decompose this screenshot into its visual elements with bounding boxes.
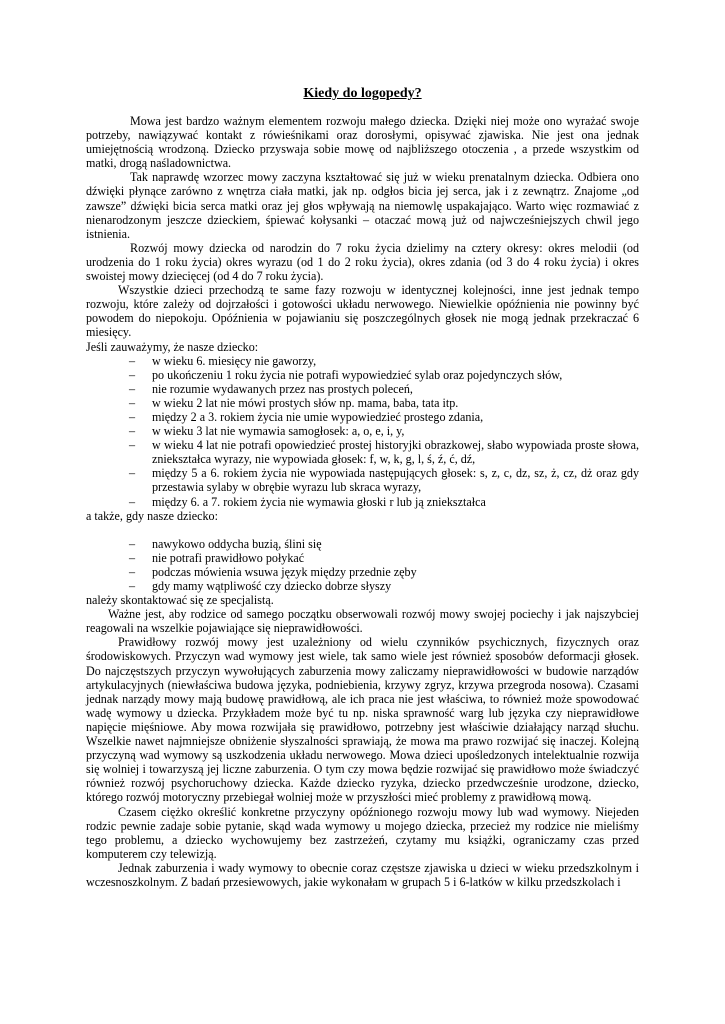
list-item: – w wieku 6. miesięcy nie gaworzy, [129, 353, 317, 368]
paragraph-hard-to-determine: Czasem ciężko określić konkretne przyczyny opóźnionego rozwoju mowy lub wad wymowy. Niejeden rodzic pewnie zadaje sobie pytanie, skąd wada wymowy u mojego dziecka, przecież my rodzice nie mieliśmy tego problemu, a dziecko wychowujemy bez zastrzeżeń, czytamy mu książki, ograniczamy czas przed komputerem czy telewizją. [86, 804, 639, 861]
paragraph-stages: Rozwój mowy dziecka od narodzin do 7 roku życia dzielimy na cztery okresy: okres melodii (od urodzenia do 1 roku życia) okres wyrazu (od 1 do 2 roku życia), okres zdania (od 3 do 4 roku życia) i okres swoistej mowy dziecięcej (od 4 do 7 roku życia). [86, 240, 639, 284]
list-item: – w wieku 3 lat nie wymawia samogłosek: a, o, e, i, y, [129, 424, 405, 439]
paragraph-causes: Prawidłowy rozwój mowy jest uzależniony od wielu czynników psychicznych, fizycznych oraz środowiskowych. Przyczyn wad wymowy jest wiele, tak samo wiele jest również sposobów deformacji głosek. Do najczęstszych przyczyn wywołujących zaburzenia mowy zaliczamy nieprawidłowości w budowie narządów artykulacyjnych (niewłaściwa budowa języka, podniebienia, krzywy zgryz, krzywa przegroda nosowa). Czasami jednak narządy mowy mają budowę prawidłową, ale ich praca nie jest właściwa, to również może spowodować wadę wymowy u dziecka. Przykładem może być tu np. niska sprawność warg lub języka czy nieprawidłowe napięcie mięśniowe. Aby mowa rozwijała się prawidłowo, potrzebny jest właściwie działający narząd słuchu. Wszelkie nawet najmniejsze obniżenie słyszalności sprawiają, że mowa ma prawo rozwijać się inaczej. Kolejną przyczyną wad wymowy są uszkodzenia układu nerwowego. Mowa dzieci upośledzonych intelektualnie rozwija się wolniej i towarzyszą jej liczne zaburzenia. O tym czy mowa będzie rozwijać się prawidłowo może świadczyć również rozwój psychoruchowy dziecka. Każde dziecko ryzyka, dziecko przedwcześnie urodzone, dziecko, którego rozwój motoryczny przebiegał wolniej może w przyszłości mieć problemy z prawidłową mową. [86, 635, 639, 805]
list-item: – między 2 a 3. rokiem życia nie umie wypowiedzieć prostego zdania, [129, 409, 484, 424]
list-item: – gdy mamy wątpliwość czy dziecko dobrze słyszy [129, 579, 392, 593]
paragraph-screening: Jednak zaburzenia i wady wymowy to obecnie coraz częstsze zjawiska u dzieci w wieku przedszkolnym i wczesnoszkolnym. Z badań przesiewowych, jakie wykonałam w grupach 5 i 6-latków w kilku przedszkolach i [86, 860, 639, 889]
additional-signs-list [86, 537, 639, 593]
list-item: – podczas mówienia wsuwa język między przednie zęby [129, 564, 417, 579]
list-item: – między 6. a 7. rokiem życia nie wymawia głoski r lub ją zniekształca [129, 494, 486, 509]
paragraph-prenatal: Tak naprawdę wzorzec mowy zaczyna kształtować się już w wieku prenatalnym dziecka. Odbiera ono dźwięki płynące zarówno z wnętrza ciała matki, jak np. odgłos bicia jej serca, jak i z zewnątrz. Znajome „od zawsze” dźwięki bicia serca matki oraz jej głos wpływają na niemowlę uspakajająco. Warto więc rozmawiać z nienarodzonym jeszcze dzieckiem, śpiewać kołysanki – otaczać mową już od najwcześniejszych chwil jego istnienia. [86, 170, 639, 241]
paragraph-list-intro: Jeśli zauważymy, że nasze dziecko: [86, 339, 259, 354]
list-item: – nie rozumie wydawanych przez nas prostych poleceń, [129, 381, 413, 396]
paragraph-pace: Wszystkie dzieci przechodzą te same fazy rozwoju w identycznej kolejności, inne jest jednak tempo rozwoju, które zależy od dojrzałości i gotowości układu nerwowego. Niewielkie opóźnienia nie powinny być powodem do niepokoju. Opóźnienia w pojawianiu się poszczególnych głosek nie mogą jednak przekraczać 6 miesięcy. [86, 283, 639, 340]
list-item: – w wieku 2 lat nie mówi prostych słów np. mama, baba, tata itp. [129, 395, 459, 410]
document-page [86, 86, 639, 889]
page-title: Kiedy do logopedy? [303, 86, 422, 101]
list-item: – w wieku 4 lat nie potrafi opowiedzieć prostej historyjki obrazkowej, słabo wypowiada proste słowa, zniekształca wyrazy, nie wypowiada głosek: f, w, k, g, l, ś, ź, ć, dź, [129, 438, 639, 467]
list-item: – między 5 a 6. rokiem życia nie wypowiada następujących głosek: s, z, c, dz, sz, ż, cz, dż oraz gdy przestawia sylaby w obrębie wyrazu lub skraca wyrazy, [129, 466, 639, 495]
paragraph-also: a także, gdy nasze dziecko: [86, 508, 218, 523]
list-item: – po ukończeniu 1 roku życia nie potrafi wypowiedzieć sylab oraz pojedynczych słów, [129, 367, 563, 382]
list-item: – nie potrafi prawidłowo połykać [129, 550, 305, 565]
paragraph-intro: Mowa jest bardzo ważnym elementem rozwoju małego dziecka. Dzięki niej może ono wyrażać swoje potrzeby, nawiązywać kontakt z rówieśnikami oraz dorosłymi, opisywać zjawiska. Nie jest ona jednak umiejętnością wrodzoną. Dziecko przyswaja sobie mowę od najbliższego otoczenia , a przede wszystkim od matki, drogą naśladownictwa. [86, 114, 639, 171]
warning-signs-list [86, 354, 639, 509]
list-item: – nawykowo oddycha buzią, ślini się [129, 536, 322, 551]
paragraph-observe: Ważne jest, aby rodzice od samego początku obserwowali rozwój mowy swojej pociechy i jak najszybciej reagowali na wszelkie pojawiające się nieprawidłowości. [86, 607, 639, 636]
paragraph-contact-specialist: należy skontaktować się ze specjalistą. [86, 593, 274, 608]
